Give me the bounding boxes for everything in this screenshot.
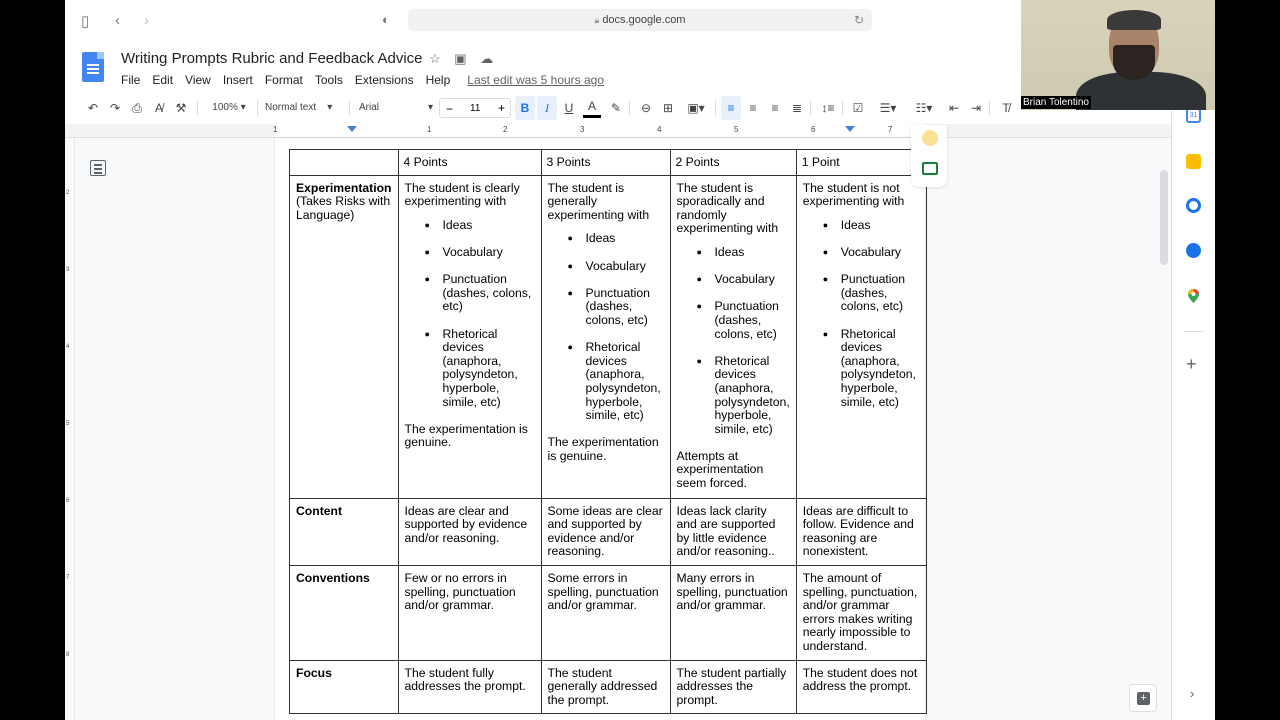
cell-intro: The student is not experimenting with — [802, 180, 905, 209]
rubric-cell[interactable]: Ideas are clear and supported by evidence and/or reasoning. — [398, 498, 541, 565]
list-item: ● Vocabulary — [677, 273, 790, 287]
menu-bar — [121, 73, 616, 87]
rubric-cell[interactable]: The student does not address the prompt. — [796, 660, 926, 714]
list-item: ● Vocabulary — [803, 246, 920, 260]
bullet-list — [405, 219, 535, 409]
forward-icon[interactable]: › — [144, 12, 149, 29]
ruler-number: 6 — [811, 125, 816, 134]
divider — [810, 100, 811, 116]
shield-icon[interactable]: ◐ — [382, 12, 390, 27]
letterbox — [1215, 0, 1280, 720]
emoji-reaction-icon[interactable] — [922, 130, 938, 146]
ruler-number: 7 — [66, 575, 70, 581]
bullet-list — [548, 232, 664, 422]
paint-format-icon[interactable]: ⚒ — [175, 101, 187, 115]
tasks-icon[interactable] — [1186, 198, 1201, 213]
star-icon[interactable]: ☆ — [429, 51, 441, 66]
divider — [1184, 331, 1204, 332]
vertical-ruler[interactable] — [65, 138, 75, 720]
webcam-video — [1021, 0, 1215, 110]
rubric-cell[interactable]: Ideas lack clarity and are supported by little evidence and/or reasoning.. — [670, 498, 796, 565]
ruler-number: 2 — [66, 190, 70, 196]
bullet-list — [803, 219, 920, 409]
decrease-indent-icon[interactable]: ⇤ — [948, 101, 960, 115]
align-center-icon[interactable]: ≡ — [749, 101, 757, 115]
header-cell[interactable]: 4 Points — [398, 150, 541, 176]
menu-extensions[interactable]: Extensions — [354, 73, 414, 87]
suggest-edit-icon[interactable] — [922, 162, 938, 175]
document-title[interactable]: Writing Prompts Rubric and Feedback Advice — [121, 50, 423, 67]
cell-intro: The student is sporadically and randomly experimenting with — [676, 180, 779, 236]
list-item: ● Ideas — [548, 232, 664, 246]
table-header-row — [290, 150, 927, 176]
document-outline-icon[interactable] — [90, 160, 106, 176]
ruler-number: 6 — [66, 498, 70, 504]
docs-logo-icon[interactable] — [82, 52, 104, 82]
ruler-number: 5 — [734, 125, 739, 134]
cloud-status-icon[interactable]: ☁ — [480, 51, 494, 66]
criterion-cell[interactable]: Conventions — [290, 565, 399, 660]
explore-icon: + — [1137, 692, 1150, 705]
address-bar[interactable] — [408, 9, 872, 31]
back-icon[interactable]: ‹ — [115, 12, 120, 29]
list-item: ● Ideas — [405, 219, 535, 233]
bulleted-list-icon[interactable]: ☰▾ — [879, 101, 897, 115]
table-row — [290, 175, 927, 498]
ruler-number: 3 — [580, 125, 585, 134]
criterion-name: Experimentation — [296, 180, 392, 195]
zoom-value: 100% — [212, 102, 238, 113]
highlight-icon[interactable]: ✎ — [610, 101, 622, 115]
line-spacing-icon[interactable]: ↕≡ — [821, 101, 835, 115]
divider — [197, 100, 198, 116]
rubric-cell[interactable]: The student fully addresses the prompt. — [398, 660, 541, 714]
participant-name: Brian Tolentino — [1023, 97, 1089, 108]
cell-intro: The student is generally experimenting with — [547, 180, 650, 222]
divider — [257, 100, 258, 116]
menu-edit[interactable]: Edit — [152, 73, 174, 87]
rubric-cell[interactable]: Ideas are difficult to follow. Evidence and reasoning are nonexistent. — [796, 498, 926, 565]
rubric-cell[interactable] — [670, 175, 796, 498]
list-item: ● Ideas — [803, 219, 920, 233]
rubric-cell[interactable] — [541, 175, 670, 498]
clear-formatting-icon[interactable]: T̸ — [1002, 101, 1010, 115]
cell-outro: The experimentation is genuine. — [404, 421, 528, 450]
rubric-cell[interactable]: The student partially addresses the prompt. — [670, 660, 796, 714]
divider — [349, 100, 350, 116]
bullet-list — [677, 246, 790, 436]
spellcheck-icon[interactable]: A̸ — [154, 101, 163, 115]
list-item: ● Punctuation (dashes, colons, etc) — [803, 273, 920, 314]
divider — [715, 100, 716, 116]
list-item: ● Punctuation (dashes, colons, etc) — [548, 287, 664, 328]
rubric-cell[interactable]: Some ideas are clear and supported by evidence and/or reasoning. — [541, 498, 670, 565]
ruler-number: 8 — [66, 652, 70, 658]
sidebar-toggle-icon[interactable]: ▯ — [81, 13, 90, 30]
title-actions — [429, 51, 503, 67]
url-text: docs.google.com — [602, 14, 686, 26]
checklist-icon[interactable]: ☑ — [852, 101, 864, 115]
menu-file[interactable]: File — [121, 73, 141, 87]
undo-icon[interactable]: ↶ — [87, 101, 99, 115]
increase-indent-icon[interactable]: ⇥ — [970, 101, 982, 115]
cell-outro: The experimentation is genuine. — [547, 435, 659, 463]
ruler-number: 4 — [66, 344, 70, 350]
side-panel — [1171, 96, 1215, 720]
list-item: ● Vocabulary — [405, 246, 535, 260]
right-indent-marker[interactable] — [845, 126, 855, 132]
add-addon-icon[interactable]: + — [1186, 354, 1197, 374]
maps-icon[interactable] — [1186, 288, 1201, 303]
last-edit-link[interactable]: Last edit was 5 hours ago — [467, 73, 605, 87]
cell-intro: The student is clearly experimenting with — [404, 180, 520, 209]
table-row — [290, 660, 927, 714]
underline-button[interactable]: U — [564, 101, 574, 115]
style-value: Normal text — [265, 102, 317, 113]
redo-icon[interactable]: ↷ — [109, 101, 121, 115]
collapse-panel-icon[interactable]: › — [1190, 686, 1195, 701]
rubric-cell[interactable]: The amount of spelling, punctuation, and/or grammar errors makes writing nearly impossible to understand. — [796, 565, 926, 660]
ruler-number: 7 — [888, 125, 893, 134]
decrease-font-size-button[interactable]: − — [446, 102, 454, 116]
criterion-cell[interactable] — [290, 175, 399, 498]
divider — [842, 100, 843, 116]
divider — [629, 100, 630, 116]
header-cell[interactable]: 1 Point — [796, 150, 926, 176]
rubric-cell[interactable] — [796, 175, 926, 498]
ruler-number: 3 — [66, 267, 70, 273]
list-item: ● Ideas — [677, 246, 790, 260]
rubric-cell[interactable]: Many errors in spelling, punctuation and/or grammar. — [670, 565, 796, 660]
list-item: ● Vocabulary — [548, 260, 664, 274]
rubric-table — [289, 149, 927, 714]
criterion-subtitle: (Takes Risks with Language) — [296, 194, 391, 222]
criterion-cell[interactable]: Focus — [290, 660, 399, 714]
header-cell[interactable]: 2 Points — [670, 150, 796, 176]
header-cell[interactable]: 3 Points — [541, 150, 670, 176]
font-size-stepper — [439, 98, 511, 118]
vertical-scrollbar[interactable] — [1160, 170, 1168, 265]
contacts-icon[interactable] — [1186, 243, 1201, 258]
divider — [989, 100, 990, 116]
ruler-number: 5 — [66, 421, 70, 427]
ruler-number: 1 — [273, 125, 278, 134]
ruler-number: 1 — [427, 125, 432, 134]
insert-image-icon[interactable]: ▣▾ — [687, 101, 705, 115]
numbered-list-icon[interactable]: ☷▾ — [915, 101, 933, 115]
increase-font-size-button[interactable]: + — [498, 101, 506, 115]
rubric-cell[interactable]: The student generally addressed the prompt. — [541, 660, 670, 714]
move-folder-icon[interactable]: ▣ — [454, 51, 467, 66]
link-icon[interactable]: ⊖ — [640, 101, 652, 115]
menu-format[interactable]: Format — [264, 73, 303, 87]
comment-icon[interactable]: ⊞ — [662, 101, 674, 115]
font-select[interactable]: Arial ▾ — [359, 102, 433, 113]
list-item: ● Punctuation (dashes, colons, etc) — [677, 300, 790, 341]
list-item: ● Rhetorical devices (anaphora, polysyndeton, hyperbole, simile, etc) — [548, 341, 664, 423]
rubric-cell[interactable] — [398, 175, 541, 498]
align-left-icon[interactable]: ≡ — [721, 96, 741, 120]
list-item: ● Rhetorical devices (anaphora, polysyndeton, hyperbole, simile, etc) — [803, 328, 920, 410]
list-item: ● Rhetorical devices (anaphora, polysyndeton, hyperbole, simile, etc) — [677, 355, 790, 437]
rubric-cell[interactable]: Few or no errors in spelling, punctuation and/or grammar. — [398, 565, 541, 660]
align-right-icon[interactable]: ≡ — [771, 101, 779, 115]
keep-icon[interactable] — [1186, 154, 1201, 169]
criterion-cell[interactable]: Content — [290, 498, 399, 565]
font-value: Arial — [359, 102, 380, 113]
cell-outro: Attempts at experimentation seem forced. — [676, 448, 764, 491]
rubric-cell[interactable]: Some errors in spelling, punctuation and/or grammar. — [541, 565, 670, 660]
left-indent-marker[interactable] — [347, 126, 357, 132]
table-row — [290, 498, 927, 565]
table-row — [290, 565, 927, 660]
text-color-button[interactable]: A — [583, 96, 601, 118]
italic-button[interactable]: I — [537, 96, 557, 120]
font-size-input[interactable]: 11 — [470, 103, 481, 114]
list-item: ● Rhetorical devices (anaphora, polysyndeton, hyperbole, simile, etc) — [405, 328, 535, 410]
menu-view[interactable]: View — [185, 73, 211, 87]
calendar-icon[interactable]: 31 — [1186, 108, 1201, 123]
header-cell[interactable] — [290, 150, 399, 176]
horizontal-ruler[interactable] — [65, 124, 1171, 138]
reload-icon[interactable]: ↻ — [853, 13, 864, 27]
list-item: ● Punctuation (dashes, colons, etc) — [405, 273, 535, 314]
zoom-select[interactable]: 100% ▾ — [212, 102, 246, 113]
menu-help[interactable]: Help — [425, 73, 451, 87]
menu-insert[interactable]: Insert — [222, 73, 253, 87]
menu-tools[interactable]: Tools — [314, 73, 343, 87]
style-select[interactable]: Normal text ▾ — [265, 102, 333, 113]
ruler-number: 2 — [503, 125, 508, 134]
print-icon[interactable]: ⎙ — [132, 101, 142, 115]
explore-button[interactable] — [1129, 684, 1157, 712]
ruler-number: 4 — [657, 125, 662, 134]
lock-icon: 🔒︎ — [594, 15, 600, 25]
justify-icon[interactable]: ≣ — [791, 101, 803, 115]
bold-button[interactable]: B — [515, 96, 535, 120]
